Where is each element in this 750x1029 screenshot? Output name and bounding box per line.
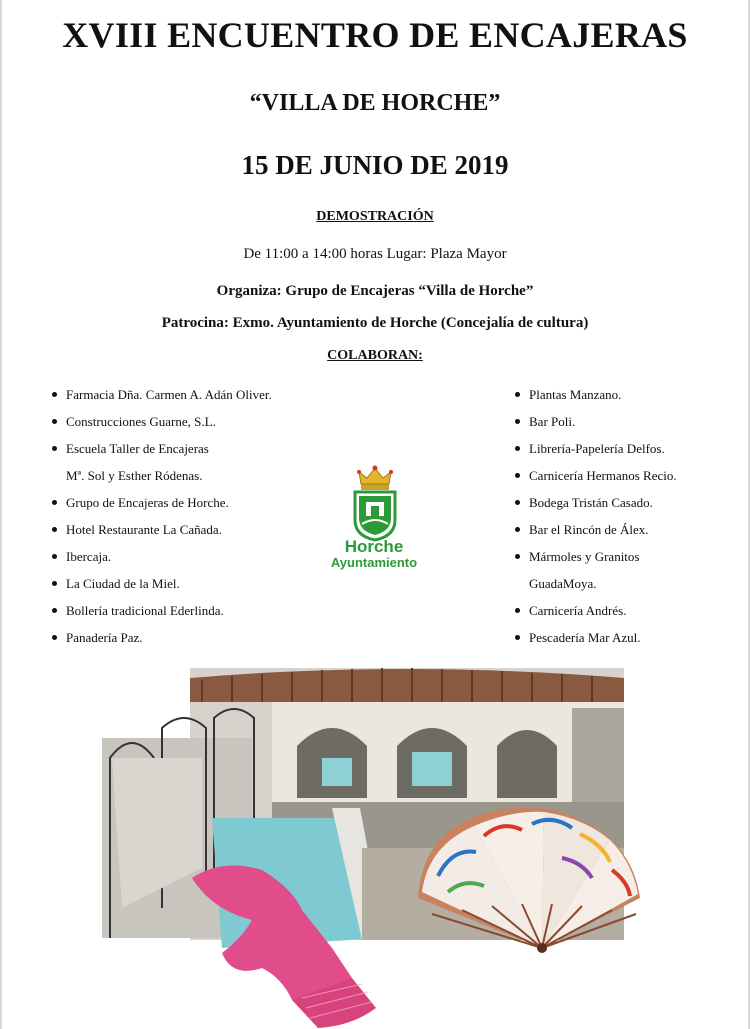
washhouse-lace-fan-photo bbox=[92, 648, 676, 1029]
list-item: Carnicería Andrés. bbox=[513, 597, 743, 624]
list-item: Escuela Taller de Encajeras Mª. Sol y Esther Ródenas. bbox=[50, 435, 350, 489]
logo-subtitle: Ayuntamiento bbox=[330, 555, 418, 570]
collaborators-list-right bbox=[513, 381, 743, 651]
collaborators-list-left bbox=[50, 381, 350, 651]
list-item: Plantas Manzano. bbox=[513, 381, 743, 408]
list-item: Hotel Restaurante La Cañada. bbox=[50, 516, 350, 543]
list-item: Librería-Papelería Delfos. bbox=[513, 435, 743, 462]
list-item: Bollería tradicional Ederlinda. bbox=[50, 597, 350, 624]
list-item: Bar Poli. bbox=[513, 408, 743, 435]
list-item: Ibercaja. bbox=[50, 543, 350, 570]
collaborators-heading: COLABORAN: bbox=[327, 348, 423, 363]
schedule-text: De 11:00 a 14:00 horas Lugar: Plaza Mayor bbox=[243, 246, 507, 262]
shield-icon bbox=[355, 492, 395, 540]
organizer-text: Organiza: Grupo de Encajeras “Villa de Horche” bbox=[216, 283, 534, 299]
sponsor-text: Patrocina: Exmo. Ayuntamiento de Horche (Concejalía de cultura) bbox=[161, 315, 589, 331]
event-date: 15 DE JUNIO DE 2019 bbox=[241, 150, 509, 180]
poster-title: XVIII ENCUENTRO DE ENCAJERAS bbox=[62, 15, 688, 55]
crown-icon bbox=[357, 466, 393, 491]
list-item: Pescadería Mar Azul. bbox=[513, 624, 743, 651]
list-item: Carnicería Hermanos Recio. bbox=[513, 462, 743, 489]
list-item: La Ciudad de la Miel. bbox=[50, 570, 350, 597]
list-item: Bodega Tristán Casado. bbox=[513, 489, 743, 516]
logo-name: Horche bbox=[344, 537, 404, 556]
list-item: Bar el Rincón de Álex. bbox=[513, 516, 743, 543]
list-item: Construcciones Guarne, S.L. bbox=[50, 408, 350, 435]
list-item: Panadería Paz. bbox=[50, 624, 350, 651]
list-item: Farmacia Dña. Carmen A. Adán Oliver. bbox=[50, 381, 350, 408]
list-item: Mármoles y Granitos GuadaMoya. bbox=[513, 543, 743, 597]
poster-subtitle: “VILLA DE HORCHE” bbox=[249, 90, 501, 116]
demo-heading: DEMOSTRACIÓN bbox=[316, 209, 434, 224]
list-item: Grupo de Encajeras de Horche. bbox=[50, 489, 350, 516]
